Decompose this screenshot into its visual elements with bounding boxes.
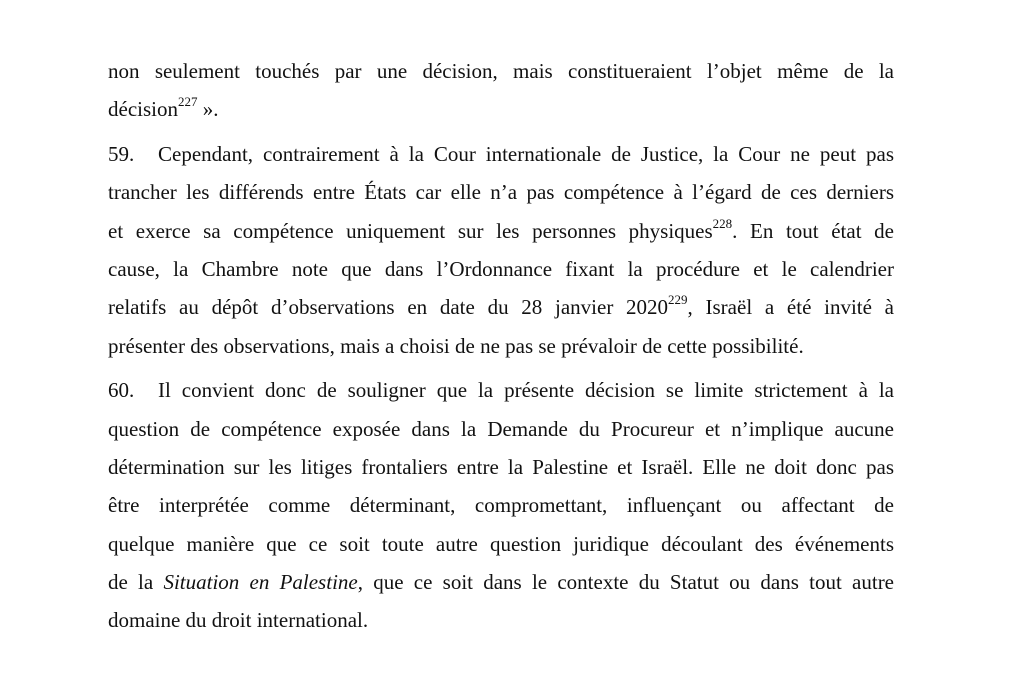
text-fragment: , que ce soit dans le contexte du Statut ou dans tout autre bbox=[357, 570, 895, 595]
text-line: être interprétée comme déterminant, compromettant, influençant ou affectant de bbox=[108, 493, 894, 518]
document-page bbox=[108, 52, 894, 640]
footnote-ref-228[interactable]: 228 bbox=[712, 215, 733, 231]
text-line: détermination sur les litiges frontaliers entre la Palestine et Israël. Elle ne doit donc pas bbox=[108, 454, 894, 479]
text-fragment: relatifs au dépôt d’observations en date du 28 janvier 2020 bbox=[108, 295, 669, 320]
text-fragment: , Israël a été invité à bbox=[687, 295, 894, 320]
text-fragment: décision bbox=[108, 97, 178, 122]
text-line: question de compétence exposée dans la Demande du Procureur et n’implique aucune bbox=[108, 416, 894, 441]
text-fragment: et exerce sa compétence uniquement sur les personnes physiques bbox=[108, 218, 713, 243]
text-line: quelque manière que ce soit toute autre question juridique découlant des événements bbox=[108, 531, 894, 556]
text-fragment: Il convient donc de souligner que la présente décision se limite strictement à la bbox=[158, 378, 894, 403]
text-line bbox=[108, 371, 894, 409]
paragraph-continuation bbox=[108, 52, 894, 129]
text-line: non seulement touchés par une décision, mais constitueraient l’objet même de la bbox=[108, 59, 894, 83]
text-fragment: ». bbox=[197, 97, 219, 122]
text-line: cause, la Chambre note que dans l’Ordonnance fixant la procédure et le calendrier bbox=[108, 256, 894, 281]
text-line bbox=[108, 563, 894, 601]
text-line: domaine du droit international. bbox=[108, 608, 369, 633]
text-fragment: Cependant, contrairement à la Cour internationale de Justice, la Cour ne peut pas bbox=[158, 141, 894, 166]
paragraph-59 bbox=[108, 135, 894, 365]
paragraph-number: 60. bbox=[108, 378, 135, 403]
text-line: présenter des observations, mais a choisi de ne pas se prévaloir de cette possibilité. bbox=[108, 333, 804, 358]
footnote-ref-229[interactable]: 229 bbox=[668, 292, 688, 308]
text-line bbox=[108, 212, 894, 250]
text-fragment: . En tout état de bbox=[732, 218, 894, 243]
text-line: trancher les différends entre États car elle n’a pas compétence à l’égard de ces derniers bbox=[108, 180, 894, 205]
text-line bbox=[108, 288, 894, 326]
text-line bbox=[108, 135, 894, 173]
text-fragment: de la bbox=[108, 570, 164, 595]
paragraph-number: 59. bbox=[108, 141, 135, 166]
footnote-ref-227[interactable]: 227 bbox=[177, 94, 198, 110]
paragraph-60 bbox=[108, 371, 894, 640]
italic-case-title: Situation en Palestine bbox=[163, 570, 358, 595]
text-line bbox=[108, 90, 894, 128]
